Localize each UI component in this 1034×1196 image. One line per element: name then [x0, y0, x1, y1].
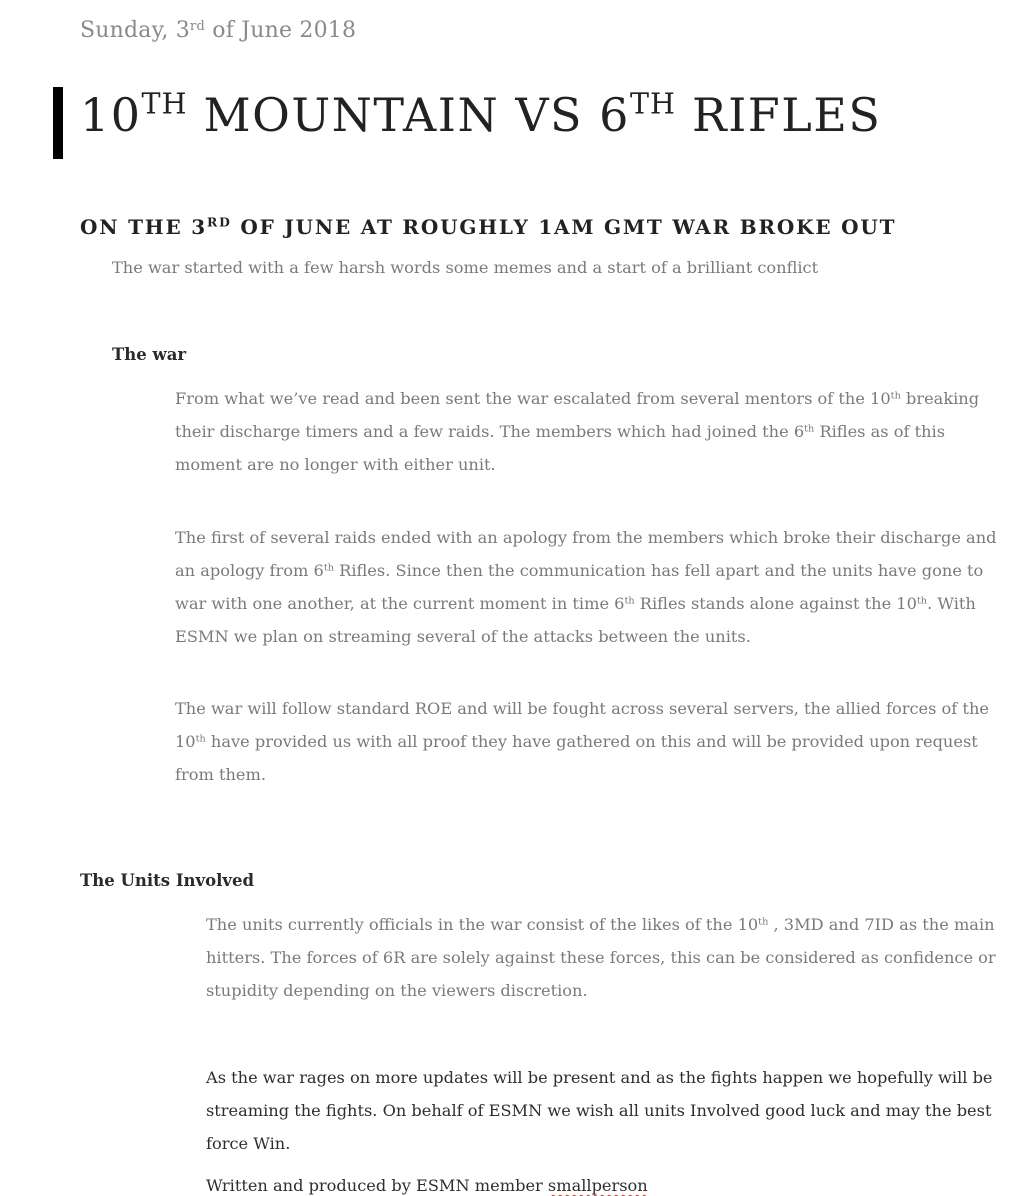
- units-paragraph-1: [206, 908, 996, 1007]
- paragraph-line: hitters. The forces of 6R are solely against these forces, this can be considered as confidence or: [206, 948, 996, 967]
- paragraph-line: moment are no longer with either unit.: [175, 455, 496, 474]
- document-date: Sunday, 3rd of June 2018: [80, 18, 357, 43]
- author-name: smallperson: [547, 1176, 648, 1195]
- paragraph-line: The war will follow standard ROE and will be fought across several servers, the allied forces of the: [175, 699, 989, 718]
- paragraph-line: As the war rages on more updates will be present and as the fights happen we hopefully will be: [206, 1068, 993, 1087]
- paragraph-line: from them.: [175, 765, 266, 784]
- paragraph-line: The first of several raids ended with an apology from the members which broke their discharge and: [175, 528, 997, 547]
- paragraph-line: From what we’ve read and been sent the war escalated from several mentors of the 10th breaking: [175, 389, 980, 408]
- war-paragraph-3: [175, 692, 989, 791]
- paragraph-line: stupidity depending on the viewers discretion.: [206, 981, 588, 1000]
- paragraph-line: war with one another, at the current moment in time 6th Rifles stands alone against the 10th. With: [175, 594, 976, 613]
- war-paragraph-2: [175, 521, 996, 653]
- document-subtitle: ON THE 3RD OF JUNE AT ROUGHLY 1AM GMT WAR BROKE OUT: [80, 214, 897, 239]
- paragraph-line: their discharge timers and a few raids. The members which had joined the 6th Rifles as of this: [175, 422, 946, 441]
- war-paragraph-1: [175, 382, 979, 481]
- paragraph-line: ESMN we plan on streaming several of the attacks between the units.: [175, 627, 751, 646]
- document-title: 10TH MOUNTAIN VS 6TH RIFLES: [80, 87, 882, 142]
- paragraph-line: force Win.: [206, 1134, 291, 1153]
- section-heading-units: The Units Involved: [80, 871, 255, 890]
- paragraph-line: The units currently officials in the war consist of the likes of the 10th , 3MD and 7ID as the main: [206, 915, 995, 934]
- paragraph-line: 10th have provided us with all proof they have gathered on this and will be provided upon request: [175, 732, 978, 751]
- units-paragraph-2: [206, 1061, 993, 1160]
- paragraph-line: an apology from 6th Rifles. Since then the communication has fell apart and the units have gone to: [175, 561, 984, 580]
- paragraph-line: streaming the fights. On behalf of ESMN we wish all units Involved good luck and may the best: [206, 1101, 992, 1120]
- author-credit: Written and produced by ESMN member smallperson: [206, 1176, 648, 1195]
- intro-paragraph: The war started with a few harsh words some memes and a start of a brilliant conflict: [112, 258, 819, 277]
- title-accent-bar: [53, 87, 63, 159]
- section-heading-war: The war: [112, 345, 187, 364]
